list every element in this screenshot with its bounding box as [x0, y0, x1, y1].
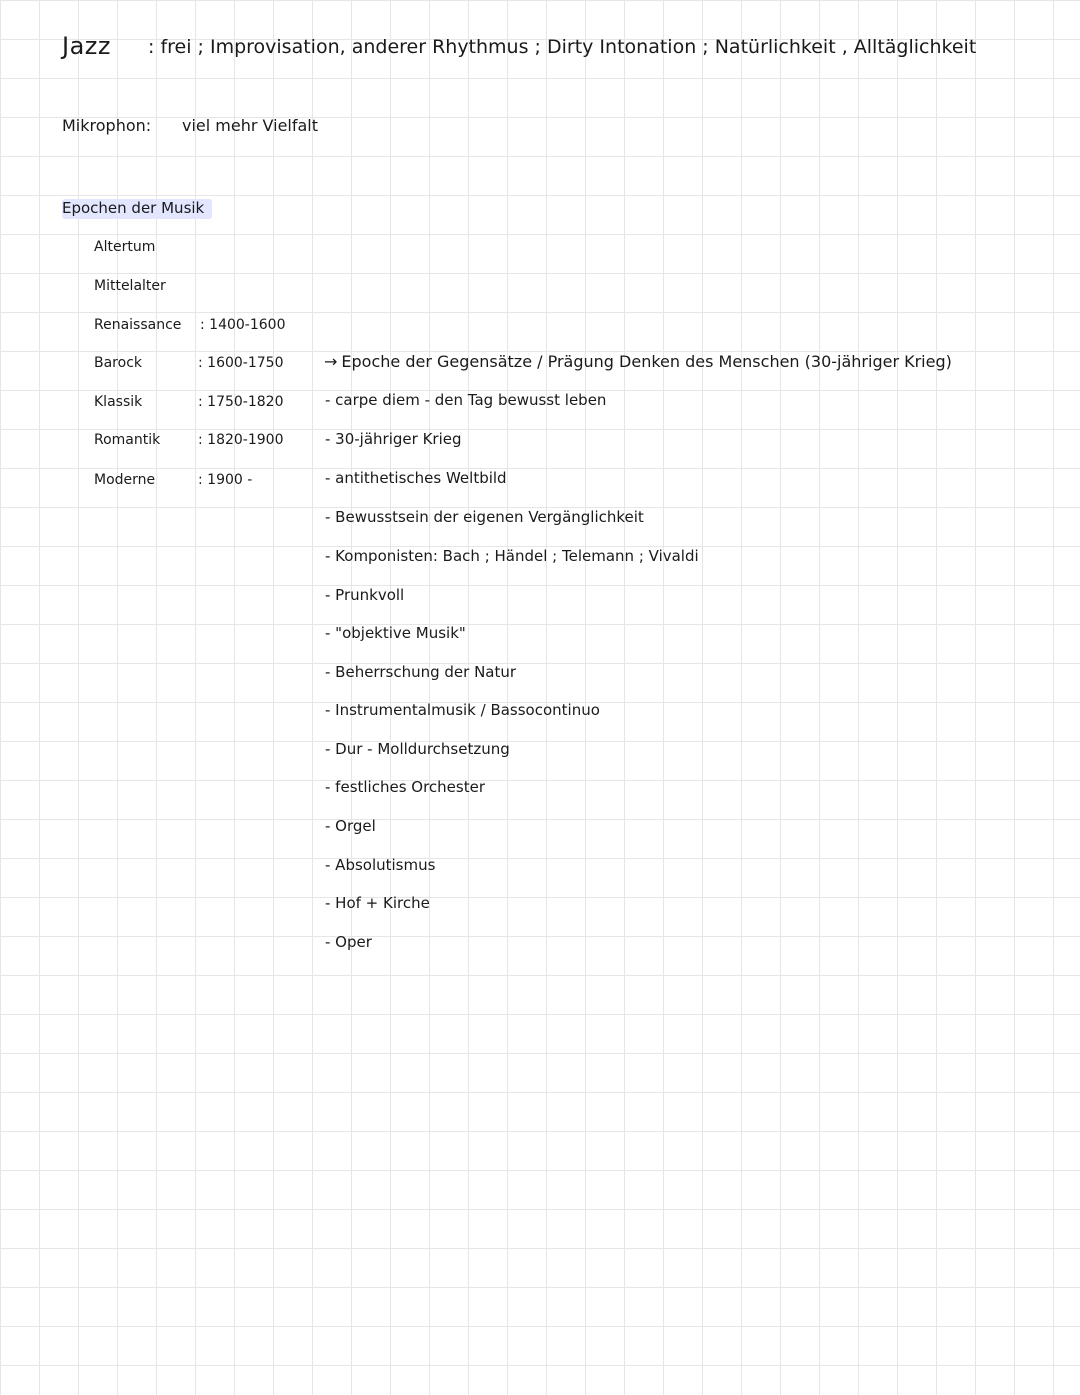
- epoch-name-altertum: Altertum: [94, 239, 156, 255]
- epochen-heading: Epochen der Musik: [62, 199, 212, 219]
- epoch-range-romantik: : 1820-1900: [198, 432, 284, 448]
- jazz-description: : frei ; Improvisation, anderer Rhythmus ; Dirty Intonation ; Natürlichkeit , Alltäglichkeit: [148, 36, 977, 58]
- barock-note: - antithetisches Weltbild: [325, 469, 507, 487]
- epoch-name-moderne: Moderne: [94, 472, 156, 488]
- barock-note: - 30-jähriger Krieg: [325, 430, 462, 448]
- barock-note: - festliches Orchester: [325, 778, 486, 796]
- epoch-name-renaissance: Renaissance: [94, 317, 182, 333]
- barock-note: - Bewusstsein der eigenen Vergänglichkeit: [325, 508, 644, 526]
- barock-note: - Prunkvoll: [325, 586, 405, 604]
- barock-note: - Absolutismus: [325, 856, 436, 874]
- mikrophon-text: viel mehr Vielfalt: [182, 116, 319, 135]
- jazz-title: Jazz: [62, 32, 111, 60]
- mikrophon-label: Mikrophon:: [62, 116, 152, 135]
- barock-note: - Instrumentalmusik / Bassocontinuo: [325, 701, 600, 719]
- barock-note: - carpe diem - den Tag bewusst leben: [325, 391, 607, 409]
- epoch-range-renaissance: : 1400-1600: [200, 317, 286, 333]
- barock-note: - Komponisten: Bach ; Händel ; Telemann ; Vivaldi: [325, 547, 699, 565]
- epoch-name-barock: Barock: [94, 355, 143, 371]
- barock-note: - Oper: [325, 933, 372, 951]
- barock-note: - Orgel: [325, 817, 376, 835]
- arrow-right-icon: →: [324, 352, 338, 371]
- barock-note: - Hof + Kirche: [325, 894, 430, 912]
- barock-description: Epoche der Gegensätze / Prägung Denken des Menschen (30-jähriger Krieg): [341, 352, 952, 371]
- epoch-range-barock: : 1600-1750: [198, 355, 284, 371]
- epoch-range-moderne: : 1900 -: [198, 472, 253, 488]
- barock-description-line: [320, 354, 952, 370]
- epoch-range-klassik: : 1750-1820: [198, 394, 284, 410]
- barock-note: - "objektive Musik": [325, 624, 466, 642]
- barock-note: - Beherrschung der Natur: [325, 663, 517, 681]
- epoch-name-klassik: Klassik: [94, 394, 143, 410]
- epoch-name-mittelalter: Mittelalter: [94, 278, 166, 294]
- barock-note: - Dur - Molldurchsetzung: [325, 740, 510, 758]
- epoch-name-romantik: Romantik: [94, 432, 161, 448]
